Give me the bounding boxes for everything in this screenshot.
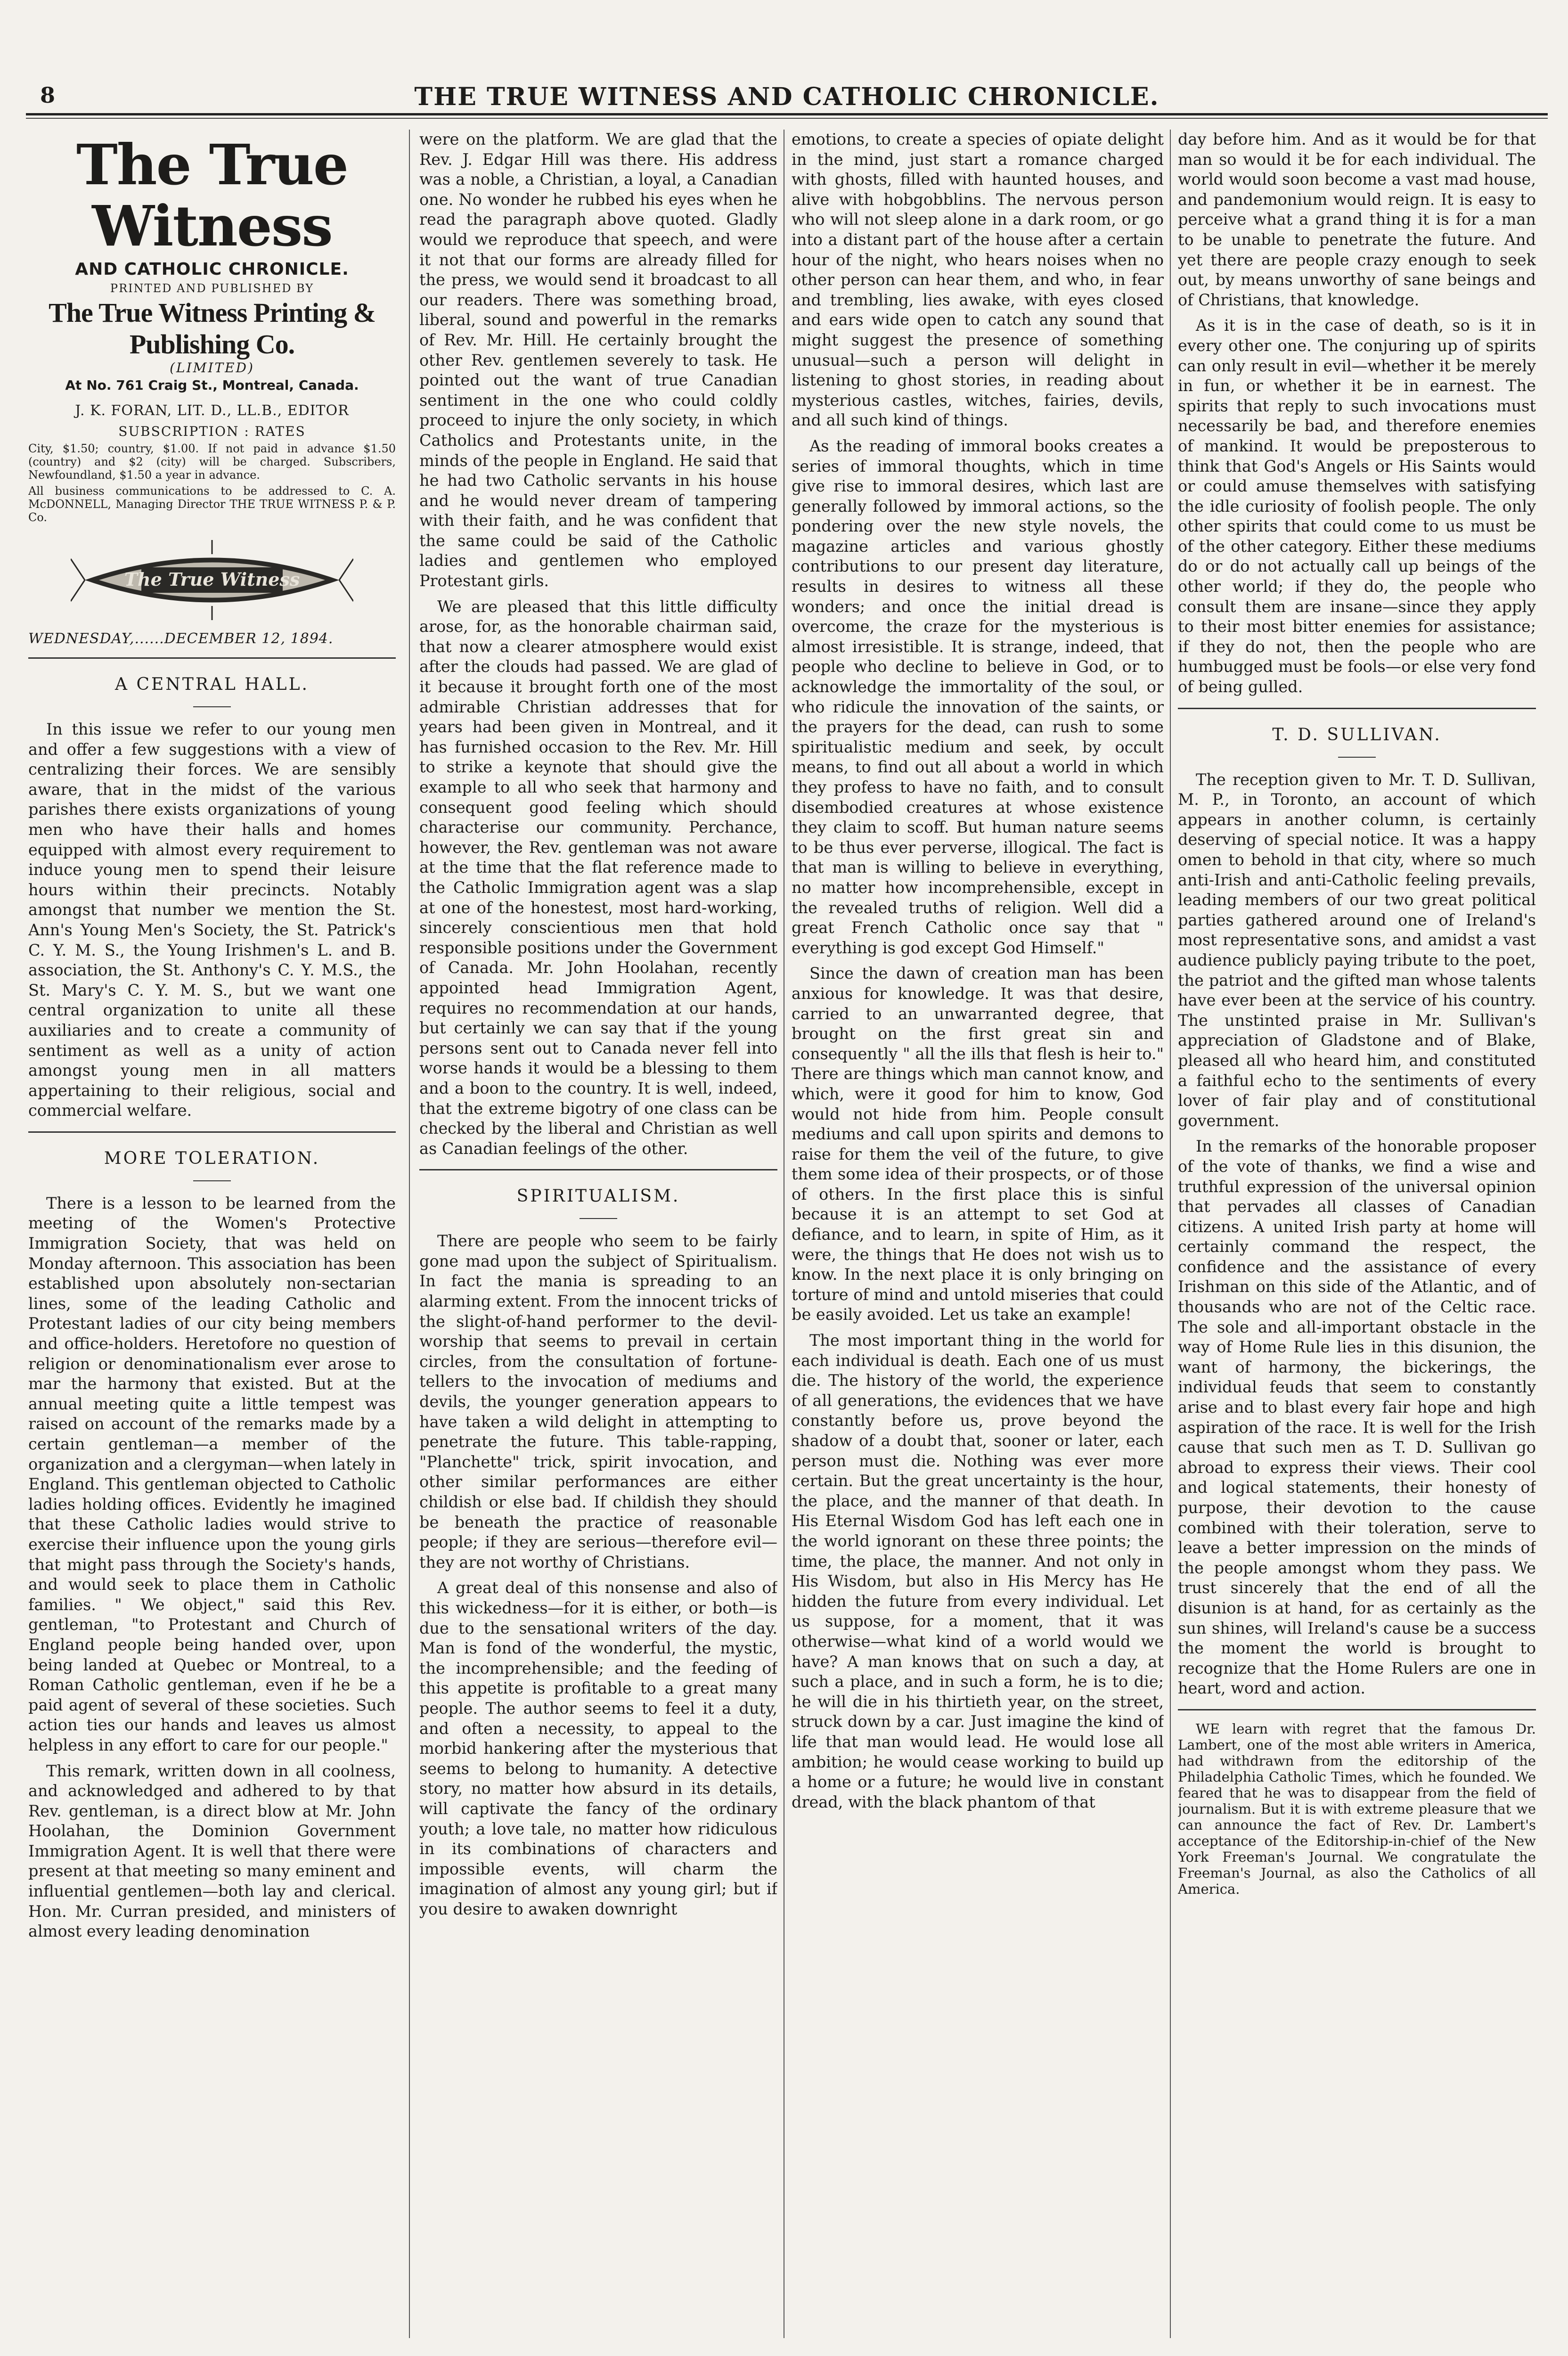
article-paragraph: We are pleased that this little difficulty arose, for, as the honorable chairman said, that now a clearer atmosphere would exist after the clouds had passed. We are glad of it because it brought forth one of the most admirable Christian addresses that for years had been given in Montreal, and it has furnished occasion to the Rev. Mr. Hill to strike a keynote that should give the example to all who seek that harmony and consequent good feeling which should characterise our community. Perchance, however, the Rev. gentleman was not aware at the time that the flat reference made to the Catholic Immigration agent was a slap at one of the honestest, most hard-working, sincerely conscientious men that hold responsible positions under the Government of Canada. Mr. John Hoolahan, recently appointed head Immigration Agent, requires no recommendation at our hands, but certainly we can say that if the young persons sent out to Canada never fell into worse hands it would be a blessing to them and a boon to the country. It is well, indeed, that the extreme bigotry of one class can be checked by the liberal and Christian as well as Canadian feelings of the other. bbox=[419, 597, 777, 1158]
heading-rule bbox=[193, 706, 231, 707]
masthead-seal-image bbox=[71, 540, 353, 620]
article-paragraph: Since the dawn of creation man has been anxious for knowledge. It was that desire, carried to an unwarranted degree, that brought on the first great sin and consequently " all the ills that flesh is heir to." There are things which man cannot know, and which, were it good for him to know, God would not hide from him. People consult mediums and call upon spirits and demons to raise for them the veil of the future, to give them some idea of their prospects, or of those of others. In the first place this is sinful because it is an attempt to set God at defiance, and to learn, in spite of Him, as it were, the things that He does not wish us to know. In the next place it is only bringing on torture of mind and untold miseries that could be easily avoided. Let us take an example! bbox=[792, 964, 1164, 1324]
masthead bbox=[28, 134, 396, 647]
editor-line: J. K. FORAN, LIT. D., LL.B., EDITOR bbox=[75, 402, 349, 419]
heading-rule bbox=[580, 1218, 617, 1219]
header-rule bbox=[26, 113, 1548, 115]
publisher-address: At No. 761 Craig St., Montreal, Canada. bbox=[65, 377, 359, 393]
page-number: 8 bbox=[40, 82, 56, 108]
article-paragraph: day before him. And as it would be for that man so would it be for each individual. The world would soon become a vast mad house, and pandemonium would reign. It is easy to perceive what a grand thing it is for a man to be unable to penetrate the future. And yet there are people crazy enough to seek out, by means unworthy of sane beings and of Christians, that knowledge. bbox=[1178, 130, 1536, 309]
newspaper-subtitle: AND CATHOLIC CHRONICLE. bbox=[75, 260, 349, 279]
article-paragraph: WE learn with regret that the famous Dr. Lambert, one of the most able writers in America, had withdrawn from the editorship of the Philadelphia Catholic Times, which he founded. We feared that he was to disappear from the field of journalism. But it is with extreme pleasure that we can announce the fact of Rev. Dr. Lambert's acceptance of the Editorship-in-chief of the New York Freeman's Journal. We congratulate the Freeman's Journal, as also the Catholics of all America. bbox=[1178, 1720, 1536, 1897]
column-3 bbox=[792, 130, 1164, 2338]
column-2 bbox=[419, 130, 777, 2338]
article-paragraph: There is a lesson to be learned from the meeting of the Women's Protective Immigration Society, that was held on Monday afternoon. This association has been established upon absolutely non-sectarian lines, some of the leading Catholic and Protestant ladies of our city being members and office-holders. Heretofore no question of religion or denominationalism ever arose to mar the harmony that existed. But at the annual meeting quite a little tempest was raised on account of the remarks made by a certain gentleman—a member of the organization and a clergyman—when lately in England. This gentleman objected to Catholic ladies holding offices. Evidently he imagined that these Catholic ladies would strive to exercise their influence upon the young girls that might pass through the Society's hands, and would seek to place them in Catholic families. " We object," said this Rev. gentleman, "to Protestant and Church of England people being handed over, upon being landed at Quebec or Montreal, to a Roman Catholic gentleman, even if he be a paid agent of several of these societies. Such action ties our hands and leaves us almost helpless in any effort to care for our people." bbox=[28, 1194, 396, 1754]
article-paragraph: were on the platform. We are glad that the Rev. J. Edgar Hill was there. His address was a noble, a Christian, a loyal, a Canadian one. No wonder he rubbed his eyes when he read the paragraph above quoted. Gladly would we reproduce that speech, and were it not that our forms are already filled for the press, we would send it broadcast to all our readers. There was something broad, liberal, sound and powerful in the remarks of Rev. Mr. Hill. He certainly brought the other Rev. gentlemen severely to task. He pointed out the want of true Canadian sentiment in the one who could coldly proceed to injure the only society, in which Catholics and Protestants unite, in the minds of the people in England. He said that he had two Catholic servants in his house and he would never dream of tampering with their faith, and he was confident that the same could be said of the Catholic ladies and gentlemen who employed Protestant girls. bbox=[419, 130, 777, 590]
section-rule bbox=[1178, 708, 1536, 709]
article-paragraph: A great deal of this nonsense and also of this wickedness—for it is either, or both—is due to the sensational writers of the day. Man is fond of the wonderful, the mystic, the incomprehensible; and the feeding of this appetite is profitable to a great many people. The author seems to feel it a duty, and often a necessity, to appeal to the morbid hankering after the mysterious that seems to belong to humanity. A detective story, no matter how absurd in its details, will captivate the fancy of the ordinary youth; a love tale, no matter how ridiculous in its combinations of characters and impossible events, will charm the imagination of almost any young girl; but if you desire to awaken downright bbox=[419, 1579, 777, 1918]
publisher-name: The True Witness Printing & Publishing Co. bbox=[49, 297, 376, 360]
article-paragraph: There are people who seem to be fairly gone mad upon the subject of Spiritualism. In fact the mania is spreading to an alarming extent. From the innocent tricks of the slight-of-hand performer to the devil-worship that seems to prevail in certain circles, from the consultation of fortune-tellers to the invocation of mediums and devils, the younger generation appears to have taken a wild delight in attempting to penetrate the future. This table-rapping, "Planchette" trick, spirit invocation, and other similar performances are either childish or else bad. If childish they should be beneath the practice of reasonable people; if they are serious—therefore evil—they are not worthy of Christians. bbox=[419, 1232, 777, 1571]
subscription-rates: City, $1.50; country, $1.00. If not paid in advance $1.50 (country) and $2 (city) will be charged. Subscribers, Newfoundland, $1.50 a year in advance. bbox=[28, 442, 396, 482]
column-divider bbox=[1170, 130, 1171, 2338]
heading-rule bbox=[1338, 757, 1376, 758]
column-divider bbox=[409, 130, 410, 2338]
issue-dateline: WEDNESDAY,......DECEMBER 12, 1894. bbox=[28, 630, 334, 647]
article-paragraph: As it is in the case of death, so is it in every other one. The conjuring up of spirits can only result in evil—whether it be merely in fun, or whether it be in earnest. The spirits that reply to such invocations must necessarily be bad, and therefore enemies of mankind. It would be preposterous to think that God's Angels or His Saints would or could amuse themselves with satisfying the idle curiosity of foolish people. The only other spirits that could come to us must be of the other category. Either these mediums do or do not actually call up beings of the other world; if they do, the people who consult them are insane—since they apply to their most bitter enemies for assistance; if they do not, then the people who are humbugged must be fools—or else very fond of being gulled. bbox=[1178, 316, 1536, 696]
article-heading-spiritualism: SPIRITUALISM. bbox=[516, 1186, 680, 1206]
article-paragraph: In the remarks of the honorable proposer of the vote of thanks, we find a wise and truthful expression of the universal opinion that pervades all classes of Canadian citizens. A united Irish party at home will certainly command the respect, the confidence and the assistance of every Irishman on this side of the Atlantic, and of thousands who are not of the Celtic race. The sole and all-important obstacle in the way of Home Rule lies in this disunion, the want of harmony, the bickerings, the individual feuds that seem to constantly arise and to blast every fair hope and high aspiration of the race. It is well for the Irish cause that such men as T. D. Sullivan go abroad to express their views. Their cool and logical statements, their honesty of purpose, their devotion to the cause combined with their toleration, serve to leave a better impression on the minds of the people amongst whom they pass. We trust sincerely that the end of all the disunion is at hand, for as certainly as the sun shines, will Ireland's cause be a success the moment the world is brought to recognize that the Home Rulers are one in heart, word and action. bbox=[1178, 1137, 1536, 1698]
newspaper-title: The True Witness bbox=[76, 132, 348, 259]
column-4 bbox=[1178, 130, 1536, 2338]
article-heading-toleration: MORE TOLERATION. bbox=[104, 1148, 320, 1168]
heading-rule bbox=[193, 1180, 231, 1181]
business-note: All business communications to be addressed to C. A. McDONNELL, Managing Director THE TRUE WITNESS P. & P. Co. bbox=[28, 484, 396, 524]
svg-text:The True Witness: The True Witness bbox=[124, 569, 300, 590]
section-rule bbox=[28, 1131, 396, 1133]
section-rule bbox=[419, 1169, 777, 1170]
printed-by: PRINTED AND PUBLISHED BY bbox=[110, 282, 314, 295]
column-1 bbox=[28, 130, 396, 2338]
article-paragraph: The reception given to Mr. T. D. Sullivan, M. P., in Toronto, an account of which appears in another column, is certainly deserving of special notice. It was a happy omen to behold in that city, where so much anti-Irish and anti-Catholic feeling prevails, leading members of our two great political parties gathered around one of Ireland's most representative sons, and amidst a vast audience publicly paying tribute to the poet, the patriot and the gifted man whose talents have ever been at the service of his country. The unstinted praise in Mr. Sullivan's appreciation of Gladstone and of Blake, pleased all who heard him, and constituted a faithful echo to the sentiments of every lover of fair play and of constitutional government. bbox=[1178, 770, 1536, 1130]
article-paragraph: The most important thing in the world for each individual is death. Each one of us must die. The history of the world, the experience of all generations, the evidences that we have constantly before us, prove beyond the shadow of a doubt that, sooner or later, each person must die. Nothing was ever more certain. But the great uncertainty is the hour, the place, and the manner of that death. In His Eternal Wisdom God has left each one in the world ignorant on these three points; the time, the place, the manner. And not only in His Wisdom, but also in His Mercy has He hidden the future from every individual. Let us suppose, for a moment, that it was otherwise—what kind of a world would we have? A man knows that on such a day, at such a place, and in such a form, he is to die; he will die in his thirtieth year, on the street, struck down by a car. Just imagine the kind of life that man would lead. He would lose all ambition; he would cease working to build up a home or a future; he would live in constant dread, with the black phantom of that bbox=[792, 1331, 1164, 1811]
lambert-note bbox=[1178, 1721, 1536, 1897]
section-rule bbox=[28, 657, 396, 659]
article-paragraph: emotions, to create a species of opiate delight in the mind, just start a romance charged with ghosts, filled with haunted houses, and alive with hobgobblins. The nervous person who will not sleep alone in a dark room, or go into a distant part of the house after a certain hour of the night, who hears noises when no other person can hear them, and who, in fear and trembling, lies awake, with eyes closed and ears wide open to catch any sound that might suggest the presence of something unusual—such a person will delight in listening to ghost stories, in reading about mysterious castles, witches, fairies, devils, and all such kind of things. bbox=[792, 130, 1164, 430]
article-paragraph: In this issue we refer to our young men and offer a few suggestions with a view of centralizing their forces. We are sensibly aware, that in the midst of the various parishes there exists organizations of young men who have their halls and homes equipped with almost every requirement to induce young men to spend their leisure hours within their precincts. Notably amongst that number we mention the St. Ann's Young Men's Society, the St. Patrick's C. Y. M. S., the Young Irishmen's L. and B. association, the St. Anthony's C. Y. M.S., the St. Mary's C. Y. M. S., but we want one central organization to unite all these auxiliaries and to create a community of sentiment as well as a unity of action amongst young men in all matters appertaining to their religious, social and commercial welfare. bbox=[28, 720, 396, 1120]
page-header bbox=[26, 82, 1548, 111]
article-heading-central-hall: A CENTRAL HALL. bbox=[115, 675, 309, 694]
article-paragraph: This remark, written down in all coolness, and acknowledged and adhered to by that Rev. gentleman, is a direct blow at Mr. John Hoolahan, the Dominion Government Immigration Agent. It is well that there were present at that meeting so many eminent and influential gentlemen—both lay and clerical. Hon. Mr. Curran presided, and ministers of almost every leading denomination bbox=[28, 1761, 396, 1941]
section-rule bbox=[1178, 1709, 1536, 1710]
header-rule-thin bbox=[26, 118, 1548, 119]
article-heading-sullivan: T. D. SULLIVAN. bbox=[1272, 725, 1442, 744]
article-paragraph: As the reading of immoral books creates a series of immoral thoughts, which in time give rise to immoral desires, which last are generally followed by immoral actions, so the pondering over the new style novels, the magazine articles and various ghostly contributions to our present day literature, results in desires to witness all these wonders; and once the initial dread is overcome, the craze for the mysterious is almost irresistible. It is strange, indeed, that people who decline to believe in God, or to acknowledge the immortality of the soul, or who ridicule the innovation of the saints, or the prayers for the dead, can rush to some spiritualistic medium and seek, by occult means, to find out all about a world in which they profess to have no faith, and to consult disembodied creatures at whose existence they claim to scoff. But human nature seems to be thus ever perverse, illogical. The fact is that man is willing to believe in everything, no matter how incomprehensible, except in the revealed truths of religion. Well did a great French Catholic once say that " everything is god except God Himself." bbox=[792, 436, 1164, 957]
subscription-heading: SUBSCRIPTION : RATES bbox=[118, 424, 306, 439]
running-title: THE TRUE WITNESS AND CATHOLIC CHRONICLE. bbox=[414, 82, 1160, 111]
publisher-limited: (LIMITED) bbox=[170, 360, 254, 376]
